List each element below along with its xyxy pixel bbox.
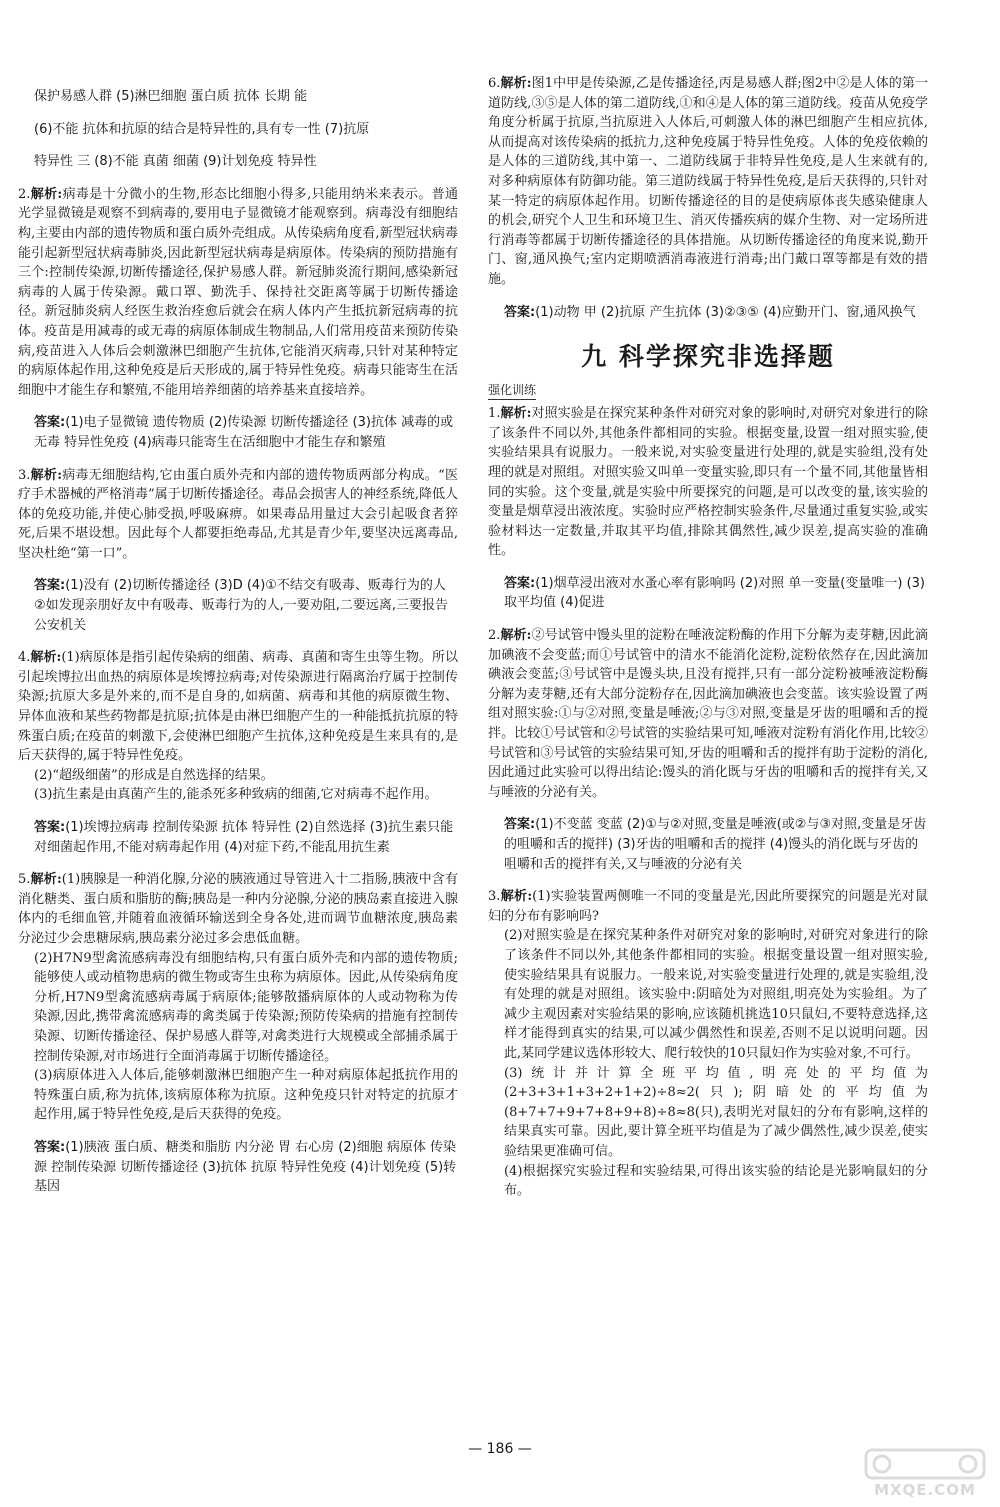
answer-text: (1)胰液 蛋白质、糖类和脂肪 内分泌 胃 右心房 (2)细胞 病原体 传染源 控制传染源 切断传播途径 (3)抗体 抗原 特异性免疫 (4)计划免疫 (5)转基因 [34,1139,457,1195]
analysis-text: (2)对照实验是在探究某种条件对研究对象的影响时,对研究对象进行的除了该条件不同以外,其他条件都相同的实验。根据变量设置一组对照实验,使实验结果具有说服力。一般来说,对实验变量进行处理的,就是实验组,没有处理的就是对照组。该实验中:阴暗处为对照组,明亮处为实验组。为了减少主观因素对实验结果的影响,应该随机挑选10只鼠妇,不要特意选择,这样才能得到真实的结果,可以减少偶然性和误差,否则不足以说明问题。因此,某同学建议选体形较大、爬行较快的10只鼠妇作为实验对象,不可行。 [504,928,928,1061]
answer-label: 答案: [504,304,536,320]
analysis-text: 图1中甲是传染源,乙是传播途径,丙是易感人群;图2中②是人体的第一道防线,③⑤是人体的第二道防线,①和④是人体的第三道防线。疫苗从免疫学角度分析属于抗原,当抗原进入人体后,可刺激人体的淋巴细胞产生相应抗体,从而提高对该传染病的抵抗力,这种免疫属于特异性免疫。人体的免疫依赖的是人体的三道防线,其中第一、二道防线属于非特异性免疫,是人生来就有的,对多种病原体有防御功能。第三道防线属于特异性免疫,是后天获得的,只针对某一特定的病原体起作用。切断传播途径的目的是使病原体丧失感染健康人的机会,研究个人卫生和环境卫生、消灭传播疾病的媒介生物、对一定场所进行消毒等都属于切断传播途径的具体措施。从切断传播途径的角度来说,勤开门、窗,通风换气;室内定期喷洒消毒液进行消毒;出门戴口罩等都是有效的措施。 [488,76,928,287]
answer-label: 答案: [504,817,536,833]
analysis-label: 解析: [500,628,532,644]
analysis-label: 解析: [500,76,532,91]
answer-line: 保护易感人群 (5)淋巴细胞 蛋白质 抗体 长期 能 [34,89,308,104]
right-column [488,74,928,1204]
watermark-text: MXQE.COM [874,1481,976,1499]
question-item-5 [18,870,458,1197]
analysis-text: (2)“超级细菌”的形成是自然选择的结果。 [34,767,274,783]
question-item-6 [488,74,928,322]
analysis-text: 对照实验是在探究某种条件对研究对象的影响时,对研究对象进行的除了该条件不同以外,其他条件都相同的实验。根据变量,设置一组对照实验,使实验结果具有说服力。一般来说,对实验变量进行处理的,就是实验组,没有处理的就是对照组。对照实验又叫单一变量实验,即只有一个量不同,其他量皆相同的实验。这个变量,就是实验中所要探究的问题,是可以改变的量,该实验的变量是烟草浸出液浓度。实验时应严格控制实验条件,尽量通过重复实验,或实验材料达一定数量,并取其平均值,排除其偶然性,减少误差,提高实验的准确性。 [488,406,928,559]
analysis-text: (2)H7N9型禽流感病毒没有细胞结构,只有蛋白质外壳和内部的遗传物质;能够使人或动植物患病的微生物或寄生虫称为病原体。因此,从传染病角度分析,H7N9型禽流感病毒属于病原体;能够散播病原体的人或动物称为传染源,因此,携带禽流感病毒的禽类属于传染源;预防传染病的措施有控制传染源、切断传播途径、保护易感人群等,对禽类进行大规模或全部捕杀属于控制传染源,对市场进行全面消毒属于切断传播途径。 [34,950,458,1064]
item-number: 2. [488,628,501,644]
subsection-label: 强化训练 [488,381,536,400]
answer-text: (1)埃博拉病毒 控制传染源 抗体 特异性 (2)自然选择 (3)抗生素只能对细菌起作用,不能对病毒起作用 (4)对症下药,不能乱用抗生素 [34,820,454,855]
answer-label: 答案: [34,415,66,431]
item-number: 3. [18,467,31,483]
analysis-text: (4)根据探究实验过程和实验结果,可得出该实验的结论是光影响鼠妇的分布。 [504,1163,928,1199]
item-number: 3. [488,889,501,905]
analysis-text: (3)病原体进入人体后,能够刺激淋巴细胞产生一种对病原体起抵抗作用的特殊蛋白质,称为抗体,该病原体称为抗原。这种免疫只针对特定的抗原才起作用,属于特异性免疫,是后天获得的免疫。 [34,1068,458,1123]
answer-text: (1)电子显微镜 遗传物质 (2)传染源 切断传播途径 (3)抗体 减毒的或无毒 特异性免疫 (4)病毒只能寄生在活细胞中才能生存和繁殖 [34,415,454,450]
item-number: 1. [488,406,501,422]
analysis-label: 解析: [30,467,62,483]
exercise-item-1 [488,404,928,613]
answer-line: 特异性 三 (8)不能 真菌 细菌 (9)计划免疫 特异性 [34,154,317,170]
answer-text: (1)烟草浸出液对水蚤心率有影响吗 (2)对照 单一变量(变量唯一) (3)取平均值 (4)促进 [504,575,925,611]
exercise-item-3 [488,887,928,1201]
analysis-label: 解析: [500,406,532,422]
item-number: 2. [18,186,31,202]
item-number: 5. [18,872,31,888]
top-answer-continuation [18,87,458,172]
analysis-text: (3)抗生素是由真菌产生的,能杀死多种致病的细菌,它对病毒不起作用。 [34,787,438,803]
analysis-text: 病毒是十分微小的生物,形态比细胞小得多,只能用纳米来表示。普通光学显微镜是观察不到病毒的,要用电子显微镜才能观察到。病毒没有细胞结构,主要由内部的遗传物质和蛋白质外壳组成。从传染病角度看,新型冠状病毒能引起新型冠状病毒肺炎,因此新型冠状病毒是病原体。传染病的预防措施有三个:控制传染源,切断传播途径,保护易感人群。新冠肺炎流行期间,感染新冠病毒的人属于传染源。戴口罩、勤洗手、保持社交距离等属于切断传播途径。新冠肺炎病人经医生救治痊愈后就会在病人体内产生抵抗新冠病毒的抗体。疫苗是用减毒的或无毒的病原体制成生物制品,人们常用疫苗来预防传染病,疫苗进入人体后会刺激淋巴细胞产生抗体,它能消灭病毒,只针对某种特定的病原体起作用,这种免疫是后天形成的,属于特异性免疫。病毒只能寄生在活细胞中才能生存和繁殖,不能用培养细菌的培养基来直接培养。 [18,186,458,398]
question-item-4 [18,648,458,857]
analysis-text: ②号试管中馒头里的淀粉在唾液淀粉酶的作用下分解为麦芽糖,因此滴加碘液不会变蓝;而①号试管中的清水不能消化淀粉,淀粉依然存在,因此滴加碘液会变蓝;③号试管中是馒头块,且没有搅拌,只有一部分淀粉被唾液淀粉酶分解为麦芽糖,还有大部分淀粉存在,因此滴加碘液也会变蓝。该实验设置了两组对照实验:①与②对照,变量是唾液;②与③对照,变量是牙齿的咀嚼和舌的搅拌。比较①号试管和②号试管的实验结果可知,唾液对淀粉有消化作用,比较②号试管和③号试管的实验结果可知,牙齿的咀嚼和舌的搅拌有助于淀粉的消化,因此通过此实验可以得出结论:馒头的消化既与牙齿的咀嚼和舌的搅拌有关,又与唾液的分泌有关。 [488,628,928,800]
analysis-text: (1)病原体是指引起传染病的细菌、病毒、真菌和寄生虫等生物。所以引起埃博拉出血热的病原体是埃博拉病毒;对传染源进行隔离治疗属于控制传染源;抗原大多是外来的,而不是自身的,如病菌、病毒和其他的病原微生物、异体血液和某些药物都是抗原;抗体是由淋巴细胞产生的一种能抵抗抗原的特殊蛋白质;在疫苗的刺激下,会使淋巴细胞产生抗体,这种免疫是生来具有的,是后天获得的,属于特异性免疫。 [18,650,458,764]
analysis-label: 解析: [30,186,63,202]
page-number: — 186 — [468,1441,532,1457]
question-item-3 [18,466,458,636]
answer-line: (6)不能 抗体和抗原的结合是特异性的,具有专一性 (7)抗原 [34,121,370,137]
answer-label: 答案: [504,575,536,591]
analysis-text: (1)实验装置两侧唯一不同的变量是光,因此所要探究的问题是光对鼠妇的分布有影响吗? [488,889,928,924]
item-number: 6. [488,76,501,91]
answer-label: 答案: [34,1139,66,1155]
section-title: 九 科学探究非选择题 [581,342,835,372]
exercise-item-2 [488,626,928,874]
watermark-badge-icon [860,1446,990,1482]
analysis-text: (3)统计并计算全班平均值,明亮处的平均值为(2+3+3+1+3+2+1+2)÷8≈2(只);阴暗处的平均值为(8+7+7+9+7+8+9+8)÷8≈8(只),表明光对鼠妇的分布有影响,这样的结果真实可靠。因此,要计算全班平均值是为了减少偶然性,减少误差,使实验结果更准确可信。 [504,1065,928,1159]
analysis-label: 解析: [500,889,533,905]
item-number: 4. [18,650,31,666]
analysis-text: 病毒无细胞结构,它由蛋白质外壳和内部的遗传物质两部分构成。“医疗手术器械的严格消毒”属于切断传播途径。毒品会损害人的神经系统,降低人体的免疫功能,并使心肺受损,呼吸麻痹。如果毒品用量过大会引起吸食者猝死,后果不堪设想。因此每个人都要拒绝毒品,尤其是青少年,要坚决远离毒品,坚决杜绝“第一口”。 [18,467,458,561]
answer-label: 答案: [34,578,66,594]
watermark-logo [860,1446,990,1502]
analysis-label: 解析: [30,650,62,666]
analysis-label: 解析: [30,872,62,888]
analysis-text: (1)胰腺是一种消化腺,分泌的胰液通过导管进入十二指肠,胰液中含有消化糖类、蛋白质和脂肪的酶;胰岛是一种内分泌腺,分泌的胰岛素直接进入腺体内的毛细血管,并随着血液循环输送到全身各处,进而调节血糖浓度,胰岛素分泌过少会患糖尿病,胰岛素分泌过多会患低血糖。 [18,872,458,946]
left-column [18,74,458,1210]
answer-label: 答案: [34,820,66,835]
answer-text: (1)不变蓝 变蓝 (2)①与②对照,变量是唾液(或②与③对照,变量是牙齿的咀嚼和舌的搅拌) (3)牙齿的咀嚼和舌的搅拌 (4)馒头的消化既与牙齿的咀嚼和舌的搅拌有关,又与唾液的分泌有关 [504,817,927,872]
answer-text: (1)动物 甲 (2)抗原 产生抗体 (3)②③⑤ (4)应勤开门、窗,通风换气 [535,304,916,320]
question-item-2 [18,185,458,453]
answer-text: (1)没有 (2)切断传播途径 (3)D (4)①不结交有吸毒、贩毒行为的人 ②如发现亲朋好友中有吸毒、贩毒行为的人,一要劝阻,二要远离,三要报告公安机关 [34,578,449,633]
